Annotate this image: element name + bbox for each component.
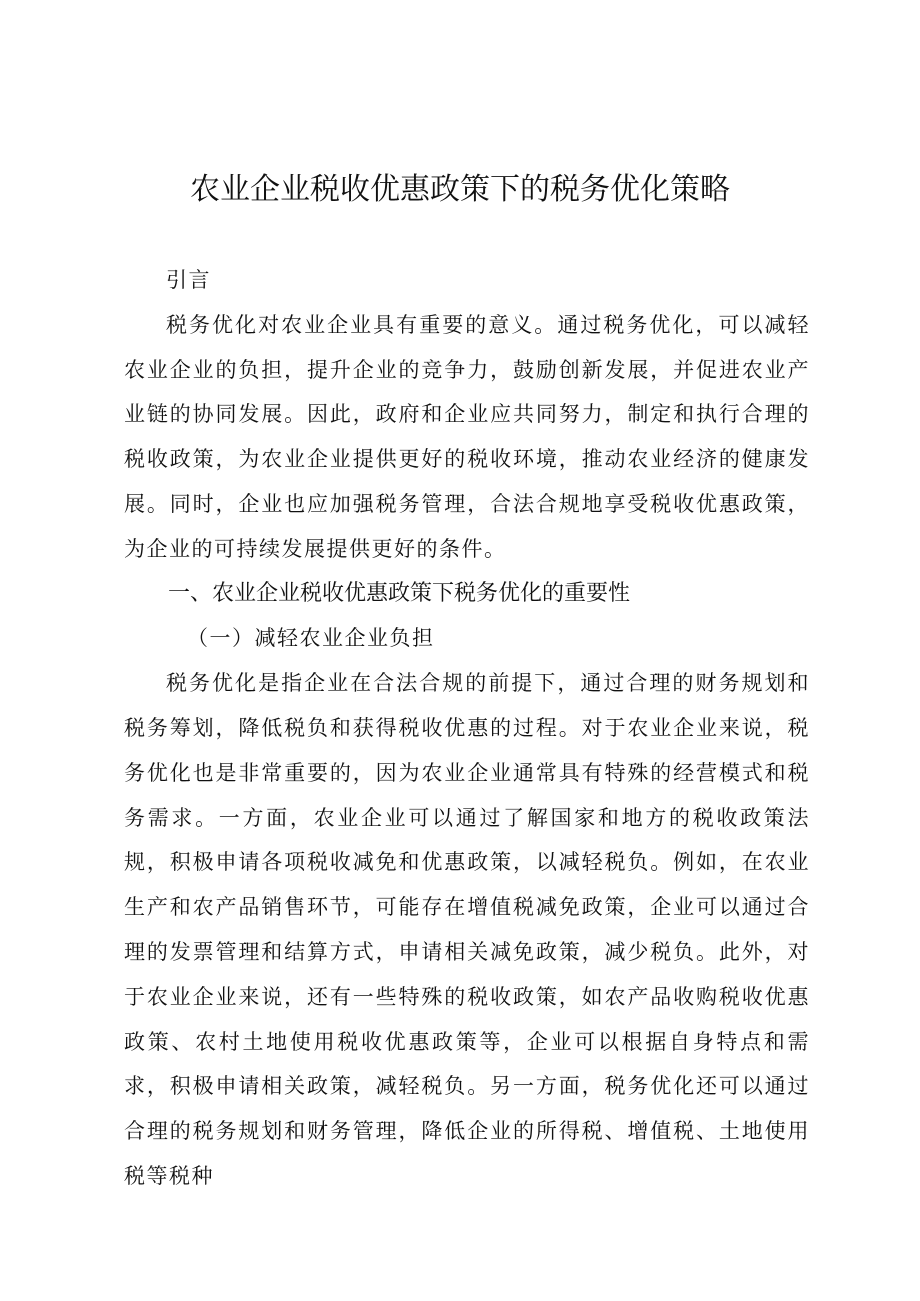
document-body (124, 258, 810, 1199)
section-heading: 一、农业企业税收优惠政策下税务优化的重要性 (168, 580, 631, 606)
document-title: 农业企业税收优惠政策下的税务优化策略 (190, 172, 730, 207)
subsection-heading: （一）减轻农业企业负担 (187, 626, 435, 651)
intro-label: 引言 (166, 268, 211, 292)
intro-paragraph: 税务优化对农业企业具有重要的意义。通过税务优化，可以减轻农业企业的负担，提升企业的竞争力，鼓励创新发展，并促进农业产业链的协同发展。因此，政府和企业应共同努力，制定和执行合理的税收政策，为农业企业提供更好的税收环境，推动农业经济的健康发展。同时，企业也应加强税务管理，合法合规地享受税收优惠政策，为企业的可持续发展提供更好的条件。 (124, 312, 810, 561)
subsection-paragraph: 税务优化是指企业在合法合规的前提下，通过合理的财务规划和税务筹划，降低税负和获得税收优惠的过程。对于农业企业来说，税务优化也是非常重要的，因为农业企业通常具有特殊的经营模式和税务需求。一方面，农业企业可以通过了解国家和地方的税收政策法规，积极申请各项税收减免和优惠政策，以减轻税负。例如，在农业生产和农产品销售环节，可能存在增值税减免政策，企业可以通过合理的发票管理和结算方式，申请相关减免政策，减少税负。此外，对于农业企业来说，还有一些特殊的税收政策，如农产品收购税收优惠政策、农村土地使用税收优惠政策等，企业可以根据自身特点和需求，积极申请相关政策，减轻税负。另一方面，税务优化还可以通过合理的税务规划和财务管理，降低企业的所得税、增值税、土地使用税等税种 (124, 671, 810, 1188)
